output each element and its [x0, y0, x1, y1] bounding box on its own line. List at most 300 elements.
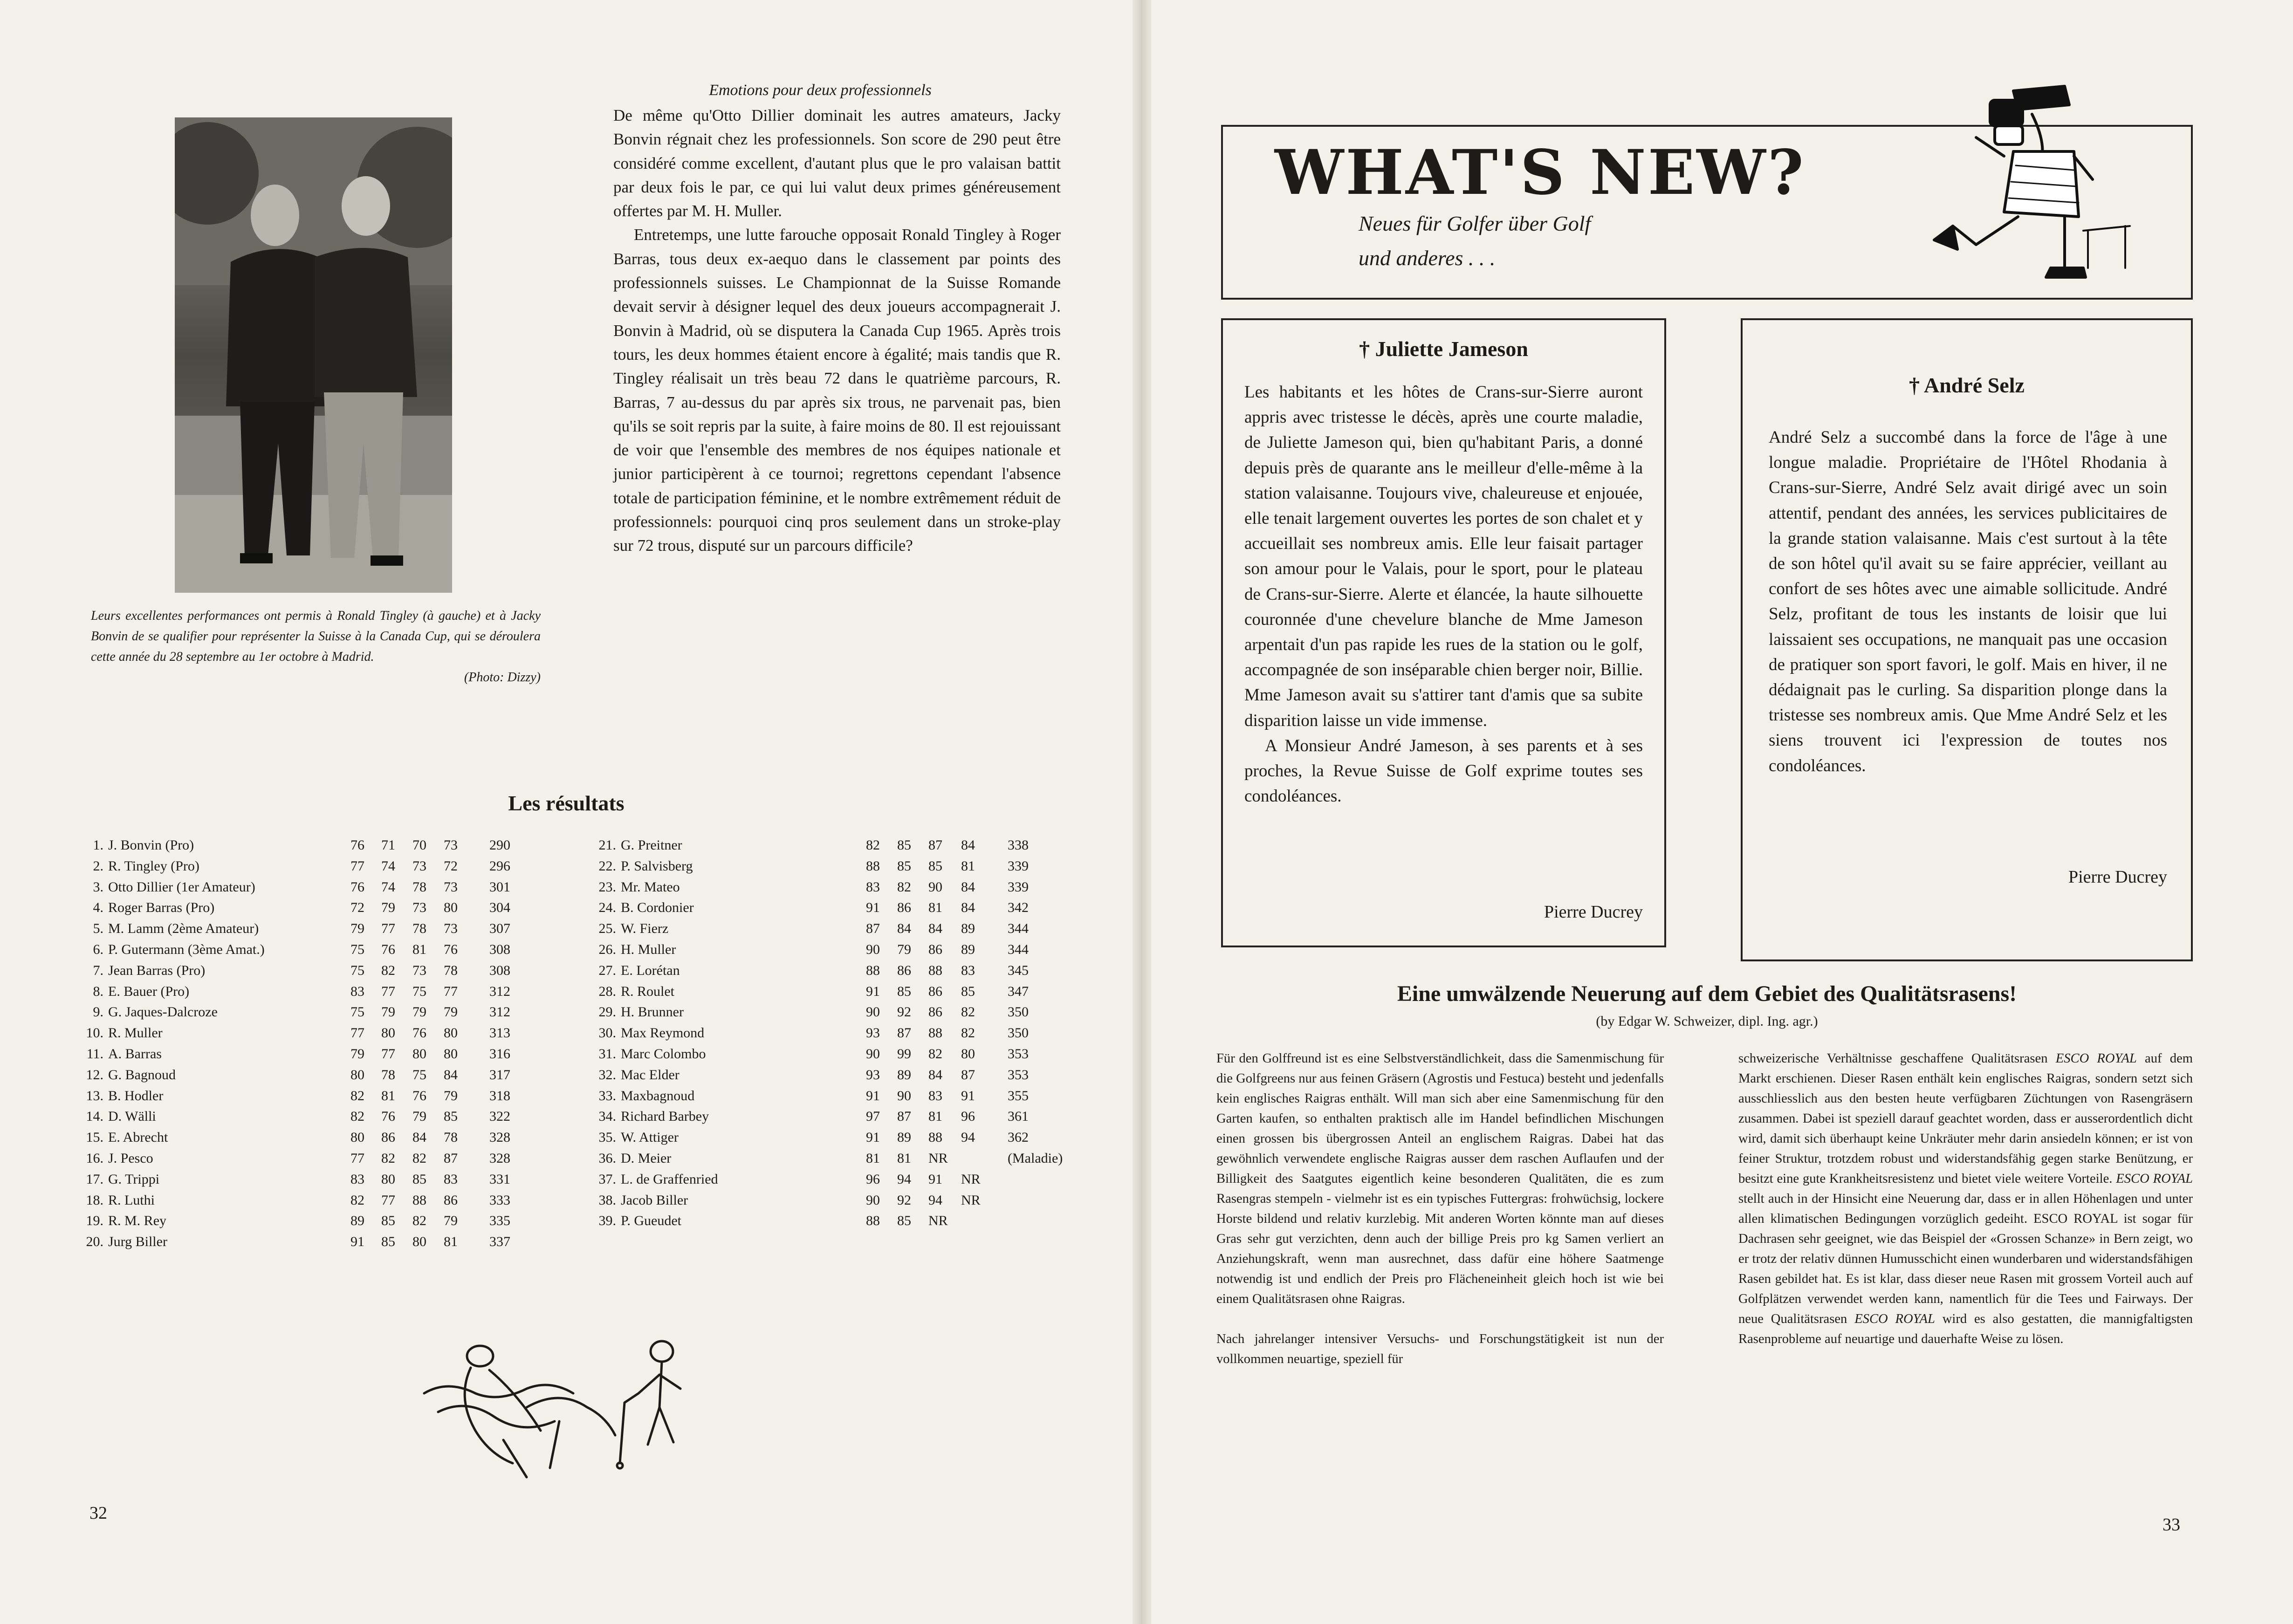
results-cell-total: 333 — [489, 1192, 510, 1208]
results-cell-rank: 23. — [598, 879, 616, 895]
results-cell-rank: 21. — [598, 837, 616, 853]
results-cell-name: Jurg Biller — [108, 1234, 167, 1250]
results-cell-total: 353 — [1008, 1067, 1029, 1083]
results-cell-r4: 84 — [961, 900, 975, 916]
results-row — [79, 1044, 545, 1065]
results-cell-total: 318 — [489, 1088, 510, 1103]
results-cell-r3: 85 — [412, 1171, 426, 1187]
results-cell-name: R. Tingley (Pro) — [108, 858, 199, 874]
results-cell-r2: 94 — [897, 1171, 911, 1187]
results-row — [79, 1211, 545, 1232]
results-cell-name: R. Roulet — [621, 983, 675, 999]
results-cell-r2: 89 — [897, 1067, 911, 1083]
results-cell-rank: 15. — [86, 1130, 103, 1145]
results-row — [592, 960, 1067, 981]
results-cell-r4: 77 — [444, 983, 458, 999]
results-cell-total: 355 — [1008, 1088, 1029, 1103]
results-cell-r1: 93 — [866, 1025, 880, 1041]
results-cell-total: 338 — [1008, 837, 1029, 853]
results-cell-name: D. Meier — [621, 1150, 672, 1166]
esco-paragraph: schweizerische Verhältnisse geschaffene Qualitätsrasen ESCO ROYAL auf dem Markt erschienen. Dieser Rasen enthält kein englisches Raigras, sondern setzt sich ausschliesslich aus den besten heute verfügbaren Züchtungen von Rasengräsern zusammen. Dabei ist speziell darauf geachtet worden, dass er ausserordentlich dicht wird, damit sich überhaupt keine Unkräuter mehr darin ansiedeln können; er ist von feiner Struktur, trotzdem robust und widerstandsfähig gegen starke Benützung, er besitzt eine gute Krankheitsresistenz und bietet viele weitere Vorteile. ESCO ROYAL stellt auch in der Hinsicht eine Neuerung dar, dass er in allen Höhenlagen und unter allen klimatischen Bedingungen vorzüglich gedeiht. ESCO ROYAL ist sogar für Dachrasen sehr geeignet, wie das Beispiel der «Grossen Schanze» in Bern zeigt, wo er trotz der relativ dünnen Humusschicht einen wunderbaren und widerstandsfähigen Rasen gebildet hat. Es ist klar, dass dieser neue Rasen mit grossem Vorteil auch auf Golfplätzen verwendet werden kann, namentlich für die Tees und Fairways. Der neue Qualitätsrasen ESCO ROYAL wird es also gestatten, die mannigfaltigsten Rasenprobleme auf neuartige und dauerhafte Weise zu lösen. — [1738, 1051, 2193, 1346]
results-cell-r4: 84 — [961, 879, 975, 895]
results-cell-r4: 80 — [444, 1046, 458, 1062]
results-row — [79, 939, 545, 960]
photo-two-golfers — [175, 117, 452, 593]
results-cell-r4: 79 — [444, 1213, 458, 1229]
results-cell-r4: 85 — [961, 983, 975, 999]
results-cell-total: 345 — [1008, 962, 1029, 978]
results-cell-r2: 86 — [897, 962, 911, 978]
results-cell-r1: 91 — [866, 1088, 880, 1103]
results-cell-name: R. Muller — [108, 1025, 163, 1041]
results-cell-name: Mac Elder — [621, 1067, 680, 1083]
results-cell-rank: 9. — [93, 1004, 103, 1020]
results-cell-r2: 77 — [381, 1192, 395, 1208]
results-cell-total: (Maladie) — [1008, 1150, 1063, 1166]
results-cell-r3: 82 — [412, 1213, 426, 1229]
results-cell-r3: 94 — [928, 1192, 942, 1208]
results-cell-name: D. Wälli — [108, 1109, 156, 1124]
results-cell-total: 350 — [1008, 1004, 1029, 1020]
results-row — [592, 1169, 1067, 1190]
results-cell-name: Jacob Biller — [621, 1192, 688, 1208]
results-row — [592, 1065, 1067, 1086]
results-cell-r4: 72 — [444, 858, 458, 874]
results-cell-r4: 81 — [961, 858, 975, 874]
results-cell-rank: 2. — [93, 858, 103, 874]
results-cell-r4: 80 — [444, 1025, 458, 1041]
results-cell-total: 290 — [489, 837, 510, 853]
results-cell-r1: 96 — [866, 1171, 880, 1187]
results-row — [592, 1127, 1067, 1148]
results-cell-name: Max Reymond — [621, 1025, 705, 1041]
results-cell-r2: 81 — [897, 1150, 911, 1166]
results-row — [592, 981, 1067, 1002]
results-cell-name: Richard Barbey — [621, 1109, 709, 1124]
results-cell-r1: 80 — [350, 1130, 364, 1145]
results-cell-total: 308 — [489, 941, 510, 957]
results-cell-r4: 79 — [444, 1004, 458, 1020]
results-cell-r2: 85 — [897, 858, 911, 874]
results-cell-rank: 38. — [598, 1192, 616, 1208]
results-cell-name: L. de Graffenried — [621, 1171, 718, 1187]
results-row — [79, 960, 545, 981]
results-cell-r3: NR — [928, 1213, 948, 1229]
results-title: Les résultats — [508, 791, 625, 815]
results-cell-r3: 84 — [928, 1067, 942, 1083]
results-cell-r3: 84 — [412, 1130, 426, 1145]
results-cell-r1: 93 — [866, 1067, 880, 1083]
results-cell-r2: 86 — [897, 900, 911, 916]
results-cell-rank: 13. — [86, 1088, 103, 1103]
results-cell-name: B. Cordonier — [621, 900, 694, 916]
results-cell-r4: 81 — [444, 1234, 458, 1250]
results-cell-r2: 87 — [897, 1109, 911, 1124]
results-cell-r3: 85 — [928, 858, 942, 874]
results-cell-r2: 85 — [381, 1234, 395, 1250]
results-cell-rank: 7. — [93, 962, 103, 978]
results-cell-r2: 78 — [381, 1067, 395, 1083]
results-cell-r1: 75 — [350, 1004, 364, 1020]
results-cell-r1: 90 — [866, 941, 880, 957]
results-row — [592, 1044, 1067, 1065]
results-cell-rank: 18. — [86, 1192, 103, 1208]
results-cell-r3: 81 — [928, 900, 942, 916]
results-cell-r2: 89 — [897, 1130, 911, 1145]
results-cell-r3: 81 — [412, 941, 426, 957]
results-cell-rank: 27. — [598, 962, 616, 978]
results-cell-r2: 80 — [381, 1171, 395, 1187]
results-cell-name: E. Lorétan — [621, 962, 680, 978]
results-cell-total: 316 — [489, 1046, 510, 1062]
results-cell-r4: 86 — [444, 1192, 458, 1208]
results-cell-r1: 83 — [866, 879, 880, 895]
brand-name: ESCO ROYAL — [1854, 1312, 1935, 1326]
results-row — [592, 1106, 1067, 1127]
results-cell-r2: 82 — [897, 879, 911, 895]
results-cell-r2: 85 — [897, 983, 911, 999]
results-cell-r3: 83 — [928, 1088, 942, 1103]
esco-article-column-2 — [1738, 1048, 2193, 1349]
results-cell-name: G. Bagnoud — [108, 1067, 176, 1083]
obituary-title-selz: † André Selz — [1909, 373, 2025, 397]
results-cell-r2: 76 — [381, 1109, 395, 1124]
results-cell-rank: 22. — [598, 858, 616, 874]
man-with-binoculars-illustration — [1925, 72, 2139, 296]
results-cell-total: 322 — [489, 1109, 510, 1124]
results-cell-r1: 81 — [866, 1150, 880, 1166]
results-cell-r3: 81 — [928, 1109, 942, 1124]
results-cell-rank: 17. — [86, 1171, 103, 1187]
results-cell-name: Mr. Mateo — [621, 879, 680, 895]
results-cell-total: 335 — [489, 1213, 510, 1229]
results-cell-r1: 88 — [866, 858, 880, 874]
results-row — [79, 1190, 545, 1211]
results-cell-r1: 91 — [866, 900, 880, 916]
results-cell-rank: 16. — [86, 1150, 103, 1166]
results-cell-rank: 25. — [598, 921, 616, 937]
obituary-body-jameson — [1244, 380, 1643, 809]
results-cell-r3: 73 — [412, 962, 426, 978]
results-cell-r4: NR — [961, 1192, 981, 1208]
results-cell-r1: 80 — [350, 1067, 364, 1083]
results-cell-r2: 85 — [897, 1213, 911, 1229]
results-row — [79, 918, 545, 939]
results-cell-r2: 90 — [897, 1088, 911, 1103]
results-row — [79, 981, 545, 1002]
results-cell-r1: 91 — [350, 1234, 364, 1250]
results-cell-name: H. Brunner — [621, 1004, 684, 1020]
results-row — [79, 1169, 545, 1190]
results-cell-r3: 80 — [412, 1046, 426, 1062]
results-row — [592, 939, 1067, 960]
results-cell-r3: 88 — [412, 1192, 426, 1208]
results-cell-name: R. Luthi — [108, 1192, 155, 1208]
article-paragraph: Entretemps, une lutte farouche opposait Ronald Tingley à Roger Barras, tous deux ex-aequo dans le classement par points des professionnels suisses. Le Championnat de la Suisse Romande devait servir à désigner lequel des deux joueurs accompagnerait J. Bonvin à Madrid, où se disputera la Canada Cup 1965. Après trois tours, les deux hommes étaient encore à égalité; mais tandis que R. Tingley réalisait un très beau 72 dans le quatrième parcours, R. Barras, 7 au-dessus du par après six trous, ne parvenait pas, bien qu'ils se soit repris par la suite, à faire moins de 80. Il est rejouissant de voir que l'ensemble des membres de nos équipes nationale et junior participèrent à ce tournoi; regrettons cependant l'absence totale de participation féminine, et le nombre extrêmement réduit de professionnels: pourquoi cinq pros seulement dans un stroke-play sur 72 trous, disputé sur un parcours difficile? — [613, 226, 1061, 555]
results-cell-r3: 88 — [928, 1025, 942, 1041]
results-cell-r2: 84 — [897, 921, 911, 937]
obituary-paragraph: Les habitants et les hôtes de Crans-sur-Sierre auront appris avec tristesse le décès, après une courte maladie, de Juliette Jameson qui, bien qu'habitant Paris, a donné depuis près de quarante ans le meilleur d'elle-même à la station valaisanne. Toujours vive, chaleureuse et enjouée, elle tenait largement ouvertes les portes de son chalet et y accueillait ses nombreux amis. Elle leur faisait partager son amour pour le Valais, pour le sport, pour le plateau de Crans-sur-Sierre. Alerte et élancée, la haute silhouette couronnée d'une chevelure blanche de Mme Jameson arpentait d'un pas rapide les rues de la station ou le golf, accompagnée de son inséparable chien berger noir, Billie. Mme Jameson avait su s'attirer tant d'amis que sa subite disparition laisse un vide immense. — [1244, 383, 1643, 730]
results-cell-r4: 89 — [961, 921, 975, 937]
results-row — [592, 877, 1067, 898]
results-cell-r3: 82 — [928, 1046, 942, 1062]
results-cell-r1: 90 — [866, 1192, 880, 1208]
results-cell-r2: 99 — [897, 1046, 911, 1062]
results-cell-rank: 30. — [598, 1025, 616, 1041]
results-cell-r4: 76 — [444, 941, 458, 957]
results-cell-name: Roger Barras (Pro) — [108, 900, 215, 916]
results-row — [79, 1232, 545, 1253]
results-cell-r4: 79 — [444, 1088, 458, 1103]
results-cell-r1: 82 — [350, 1088, 364, 1103]
results-cell-r2: 79 — [381, 1004, 395, 1020]
results-cell-name: E. Bauer (Pro) — [108, 983, 190, 999]
article-body — [613, 103, 1061, 558]
photo-caption: Leurs excellentes performances ont permis à Ronald Tingley (à gauche) et à Jacky Bonvin de se qualifier pour représenter la Suisse à la Canada Cup, qui se déroulera cette année du 28 septembre au 1er octobre à Madrid. (Photo: Dizzy) — [91, 606, 541, 688]
results-row — [79, 856, 545, 877]
results-cell-r4: 73 — [444, 837, 458, 853]
obituary-signature: Pierre Ducrey — [2068, 867, 2167, 887]
results-cell-r4: 94 — [961, 1130, 975, 1145]
results-cell-r3: 78 — [412, 879, 426, 895]
results-cell-total: 304 — [489, 900, 510, 916]
results-cell-rank: 3. — [93, 879, 103, 895]
whats-new-subtitle: Neues für Golfer über Golf und anderes . . . — [1359, 212, 1591, 270]
results-cell-rank: 39. — [598, 1213, 616, 1229]
results-cell-total: 296 — [489, 858, 510, 874]
results-cell-total: 313 — [489, 1025, 510, 1041]
esco-article-byline: (by Edgar W. Schweizer, dipl. Ing. agr.) — [1596, 1014, 1818, 1029]
results-row — [592, 835, 1067, 856]
results-cell-r3: 80 — [412, 1234, 426, 1250]
esco-paragraph: Für den Golffreund ist es eine Selbstverständlichkeit, dass die Samenmischung für die Golfgreens nur aus feinen Gräsern (Agrostis und Festuca) besteht und jedenfalls kein englisches Raigras enthält. Will man sich aber eine Samenmischung für den Garten kaufen, so enthalten praktisch alle im Handel befindlichen Mischungen einen grossen bis übergrossen Anteil an englischem Raigras. Dabei hat das gewöhnlich verwendete englische Raigras ausser dem raschen Auflaufen und der Billigkeit des Saatgutes eigentlich keine besonderen Qualitäten, die es zum Rasengras stempeln - vielmehr ist es ein typisches Futtergras: frohwüchsig, lockere Horste bildend und relativ kurzlebig. Mit anderen Worten könnte man auf dieses Gras sehr gut verzichten, denn auch der billige Preis pro kg Samen verliert an Anziehungskraft, wenn man ausrechnet, dass dafür eine höhere Saatmenge notwendig ist und endlich der Preis pro Flächeneinheit gleich hoch ist wie bei einem Qualitätsrasen ohne Raigras. — [1216, 1051, 1664, 1306]
results-cell-r1: 77 — [350, 1150, 364, 1166]
results-cell-r2: 87 — [897, 1025, 911, 1041]
results-cell-name: H. Muller — [621, 941, 676, 957]
results-cell-rank: 11. — [86, 1046, 103, 1062]
results-cell-r2: 79 — [381, 900, 395, 916]
results-row — [79, 1148, 545, 1169]
results-cell-r1: 76 — [350, 837, 364, 853]
whats-new-title: WHAT'S NEW? — [1275, 137, 1806, 209]
article-paragraph: De même qu'Otto Dillier dominait les autres amateurs, Jacky Bonvin régnait chez les professionnels. Son score de 290 peut être considéré comme excellent, d'autant plus que le pro valaisan battit par deux fois le par, ce qui lui valut deux primes généreusement offertes par M. H. Muller. — [613, 106, 1061, 220]
results-cell-total: 307 — [489, 921, 510, 937]
results-cell-name: A. Barras — [108, 1046, 162, 1062]
results-cell-r2: 77 — [381, 921, 395, 937]
results-table-left — [79, 835, 545, 1253]
results-cell-r4: 85 — [444, 1109, 458, 1124]
results-cell-r1: 88 — [866, 1213, 880, 1229]
results-cell-r1: 77 — [350, 1025, 364, 1041]
page-number: 33 — [2163, 1515, 2180, 1535]
results-cell-r2: 92 — [897, 1192, 911, 1208]
results-cell-r3: 75 — [412, 1067, 426, 1083]
results-cell-r3: 78 — [412, 921, 426, 937]
results-cell-r1: 75 — [350, 941, 364, 957]
results-cell-r4: 96 — [961, 1109, 975, 1124]
results-cell-name: B. Hodler — [108, 1088, 164, 1103]
results-row — [79, 877, 545, 898]
results-cell-r1: 79 — [350, 1046, 364, 1062]
results-row — [79, 1023, 545, 1044]
results-cell-total: 301 — [489, 879, 510, 895]
results-cell-total: 347 — [1008, 983, 1029, 999]
results-cell-total: 308 — [489, 962, 510, 978]
results-cell-r1: 76 — [350, 879, 364, 895]
results-cell-r2: 82 — [381, 962, 395, 978]
results-cell-name: E. Abrecht — [108, 1130, 168, 1145]
results-cell-r3: 73 — [412, 900, 426, 916]
results-row — [79, 898, 545, 918]
results-cell-r2: 81 — [381, 1088, 395, 1103]
esco-paragraph: Nach jahrelanger intensiver Versuchs- und Forschungstätigkeit ist nun der vollkommen neuartige, speziell für — [1216, 1332, 1664, 1366]
results-cell-r1: 79 — [350, 921, 364, 937]
results-cell-r2: 82 — [381, 1150, 395, 1166]
results-cell-total: 337 — [489, 1234, 510, 1250]
results-row — [592, 1086, 1067, 1107]
results-cell-name: M. Lamm (2ème Amateur) — [108, 921, 259, 937]
results-cell-name: P. Gutermann (3ème Amat.) — [108, 941, 265, 957]
obituary-title-jameson: † Juliette Jameson — [1359, 337, 1528, 361]
results-cell-rank: 10. — [86, 1025, 103, 1041]
results-cell-r4: 87 — [961, 1067, 975, 1083]
results-cell-r2: 77 — [381, 1046, 395, 1062]
results-cell-rank: 8. — [93, 983, 103, 999]
obituary-signature: Pierre Ducrey — [1544, 902, 1643, 922]
results-cell-total: 344 — [1008, 921, 1029, 937]
results-row — [592, 898, 1067, 918]
results-cell-r3: 86 — [928, 1004, 942, 1020]
results-cell-r1: 83 — [350, 983, 364, 999]
results-row — [79, 835, 545, 856]
results-cell-r3: 76 — [412, 1025, 426, 1041]
results-cell-name: Jean Barras (Pro) — [108, 962, 206, 978]
results-cell-r4: 82 — [961, 1025, 975, 1041]
results-cell-rank: 32. — [598, 1067, 616, 1083]
esco-article-title: Eine umwälzende Neuerung auf dem Gebiet des Qualitätsrasens! — [1397, 981, 2017, 1006]
results-row — [592, 918, 1067, 939]
results-cell-r1: 91 — [866, 983, 880, 999]
obituary-body-selz — [1769, 425, 2167, 779]
results-cell-r4: 73 — [444, 879, 458, 895]
results-cell-r4: 83 — [961, 962, 975, 978]
results-cell-r1: 82 — [350, 1109, 364, 1124]
results-cell-r3: 79 — [412, 1004, 426, 1020]
results-cell-r4: 84 — [961, 837, 975, 853]
results-cell-rank: 37. — [598, 1171, 616, 1187]
results-cell-rank: 19. — [86, 1213, 103, 1229]
results-cell-r3: 88 — [928, 962, 942, 978]
results-cell-total: 362 — [1008, 1130, 1029, 1145]
results-cell-r2: 85 — [897, 837, 911, 853]
page-number: 32 — [89, 1503, 107, 1523]
results-cell-r3: 87 — [928, 837, 942, 853]
results-cell-r3: 76 — [412, 1088, 426, 1103]
results-cell-name: G. Preitner — [621, 837, 682, 853]
results-row — [592, 1023, 1067, 1044]
brand-name: ESCO ROYAL — [2116, 1172, 2193, 1186]
results-cell-name: R. M. Rey — [108, 1213, 167, 1229]
results-cell-r3: 90 — [928, 879, 942, 895]
results-cell-r3: 86 — [928, 941, 942, 957]
results-cell-total: 339 — [1008, 858, 1029, 874]
results-cell-total: 328 — [489, 1130, 510, 1145]
results-cell-total: 331 — [489, 1171, 510, 1187]
results-row — [79, 1106, 545, 1127]
results-cell-r4: 89 — [961, 941, 975, 957]
results-cell-name: Maxbagnoud — [621, 1088, 695, 1103]
results-row — [79, 1086, 545, 1107]
obituary-paragraph: André Selz a succombé dans la force de l'âge à une longue maladie. Propriétaire de l'Hôtel Rhodania à Crans-sur-Sierre, André Selz avait dirigé avec un soin attentif, pendant des années, les services publicitaires de la grande station valaisanne. Mais c'est surtout à la tête de son hôtel qu'il avait su se faire apprécier, veillant au confort de ses hôtes avec une aimable sollicitude. André Selz, profitant de tous les instants de loisir que lui laissaient ses occupations, ne manquait pas une occasion de pratiquer son sport favori, le golf. Mais en hiver, il ne dédaignait pas le curling. Sa disparition plonge dans la tristesse ses nombreux amis. Que Mme André Selz et les siens trouvent ici l'expression de toutes nos condoléances. — [1769, 428, 2167, 775]
results-cell-name: J. Bonvin (Pro) — [108, 837, 194, 853]
results-cell-r3: 70 — [412, 837, 426, 853]
results-cell-r4: 87 — [444, 1150, 458, 1166]
results-cell-r3: 79 — [412, 1109, 426, 1124]
results-cell-rank: 28. — [598, 983, 616, 999]
results-cell-r4: 84 — [444, 1067, 458, 1083]
results-cell-total: 342 — [1008, 900, 1029, 916]
golfers-sketch-illustration — [419, 1323, 727, 1482]
results-cell-rank: 12. — [86, 1067, 103, 1083]
results-cell-r1: 91 — [866, 1130, 880, 1145]
results-cell-name: G. Jaques-Dalcroze — [108, 1004, 218, 1020]
results-cell-r2: 77 — [381, 983, 395, 999]
results-cell-r1: 82 — [866, 837, 880, 853]
results-cell-total: 361 — [1008, 1109, 1029, 1124]
article-title: Emotions pour deux professionnels — [709, 82, 932, 99]
results-cell-name: P. Gueudet — [621, 1213, 681, 1229]
results-row — [592, 1190, 1067, 1211]
results-cell-r3: NR — [928, 1150, 948, 1166]
results-cell-r2: 76 — [381, 941, 395, 957]
results-cell-r3: 75 — [412, 983, 426, 999]
results-cell-r2: 92 — [897, 1004, 911, 1020]
results-cell-name: W. Fierz — [621, 921, 669, 937]
results-table-right — [592, 835, 1067, 1232]
results-cell-r2: 79 — [897, 941, 911, 957]
results-cell-rank: 5. — [93, 921, 103, 937]
results-cell-r1: 87 — [866, 921, 880, 937]
results-cell-name: Otto Dillier (1er Amateur) — [108, 879, 255, 895]
results-cell-rank: 36. — [598, 1150, 616, 1166]
results-cell-r4: 83 — [444, 1171, 458, 1187]
results-cell-r1: 90 — [866, 1046, 880, 1062]
results-cell-name: Marc Colombo — [621, 1046, 706, 1062]
results-cell-r1: 82 — [350, 1192, 364, 1208]
results-cell-name: J. Pesco — [108, 1150, 153, 1166]
results-cell-rank: 20. — [86, 1234, 103, 1250]
results-row — [592, 1148, 1067, 1169]
photo-credit: (Photo: Dizzy) — [464, 670, 541, 685]
results-cell-total: 339 — [1008, 879, 1029, 895]
results-cell-rank: 26. — [598, 941, 616, 957]
results-cell-total: 350 — [1008, 1025, 1029, 1041]
results-cell-r2: 74 — [381, 879, 395, 895]
results-cell-r3: 88 — [928, 1130, 942, 1145]
results-cell-rank: 14. — [86, 1109, 103, 1124]
obituary-paragraph: A Monsieur André Jameson, à ses parents et à ses proches, la Revue Suisse de Golf exprime toutes ses condoléances. — [1244, 736, 1643, 806]
results-cell-total: 328 — [489, 1150, 510, 1166]
results-cell-rank: 6. — [93, 941, 103, 957]
results-cell-r1: 72 — [350, 900, 364, 916]
results-cell-rank: 31. — [598, 1046, 616, 1062]
book-gutter — [1133, 0, 1151, 1624]
results-cell-r3: 86 — [928, 983, 942, 999]
results-cell-r1: 97 — [866, 1109, 880, 1124]
results-cell-total: 312 — [489, 1004, 510, 1020]
results-cell-r3: 91 — [928, 1171, 942, 1187]
results-cell-rank: 35. — [598, 1130, 616, 1145]
